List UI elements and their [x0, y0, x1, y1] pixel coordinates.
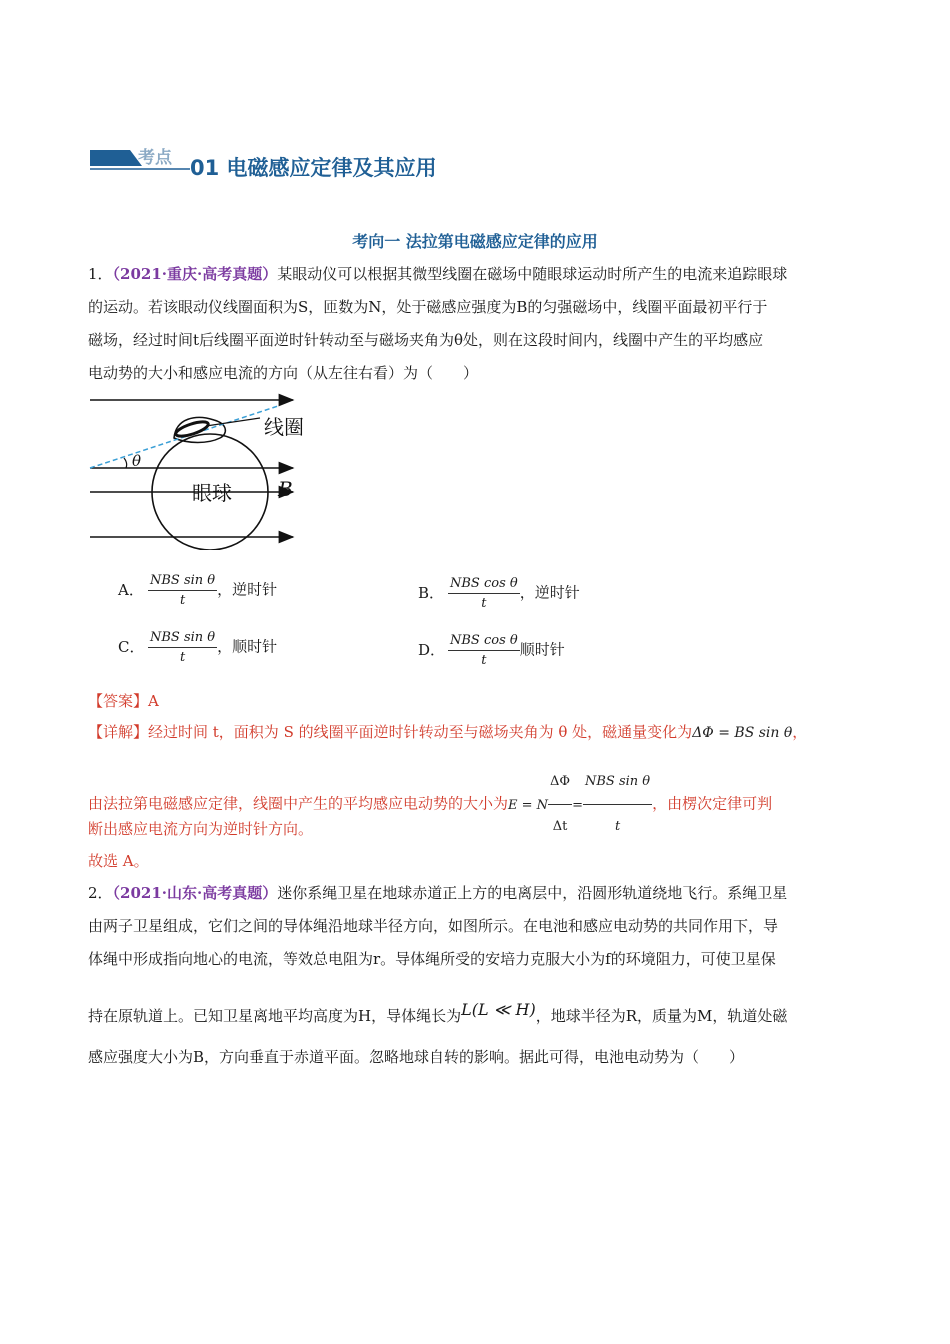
q1-emf-fraction2: [583, 762, 652, 847]
q2-line4: [88, 990, 787, 1036]
q1-emf-equals: =: [572, 797, 583, 813]
q1-emf-fraction1: [548, 762, 572, 847]
q2-text1: 迷你系绳卫星在地球赤道正上方的电离层中，沿圆形轨道绕地飞行。系绳卫星: [277, 884, 788, 902]
q1-line3: 磁场，经过时间t后线圈平面逆时针转动至与磁场夹角为θ处，则在这段时间内，线圈中产生的平均感应: [88, 331, 764, 349]
q1-emf-lhs: E = N: [508, 797, 549, 813]
option-b-numerator: NBS cos θ: [448, 576, 520, 594]
option-c-fraction: [148, 630, 217, 665]
angle-label: θ: [132, 452, 142, 470]
option-b-direction: ，逆时针: [519, 583, 580, 602]
q1-line1: [88, 263, 787, 285]
q2-text4b: ，地球半径为R，质量为M，轨道处磁: [535, 1007, 788, 1025]
option-a-label: A．: [118, 580, 144, 599]
coil-leader-line: [206, 418, 260, 426]
q1-text1: 某眼动仪可以根据其微型线圈在磁场中随眼球运动时所产生的电流来追踪眼球: [277, 265, 788, 283]
q2-line3: 体绳中形成指向地心的电流，等效总电阻为r。导体绳所受的安培力克服大小为f的环境阻力，可使卫星保: [88, 950, 776, 968]
q1-detail-line1: [88, 721, 807, 744]
option-a-denominator: t: [179, 593, 186, 608]
option-c-direction: ，顺时针: [217, 637, 278, 656]
q2-source: （2021·山东·高考真题）: [112, 884, 278, 902]
option-a-numerator: NBS sin θ: [148, 573, 217, 591]
option-d[interactable]: [418, 633, 565, 668]
q1-flux-formula: ΔΦ = BS sin θ: [692, 725, 793, 741]
option-b[interactable]: [418, 576, 580, 611]
q1-conclusion: 故选 A。: [88, 852, 149, 870]
q2-line1: [88, 882, 787, 904]
option-a-fraction: [148, 573, 217, 608]
option-d-direction: 顺时针: [519, 640, 565, 659]
q1-answer: 【答案】A: [88, 692, 159, 710]
q1-emf-f1-den: Δt: [552, 819, 568, 834]
q1-number: 1．: [88, 265, 113, 283]
q1-emf-f2-num: NBS sin θ: [583, 762, 652, 805]
option-c[interactable]: [118, 630, 277, 665]
option-c-denominator: t: [179, 650, 186, 665]
heading-badge: [90, 146, 190, 174]
option-d-numerator: NBS cos θ: [448, 633, 520, 651]
q2-text4a: 持在原轨道上。已知卫星离地平均高度为H，导体绳长为: [88, 1007, 462, 1025]
q2-length-formula: L(L ≪ H): [461, 1000, 536, 1019]
option-c-label: C．: [118, 637, 145, 656]
eye-tracker-figure: [88, 388, 328, 550]
field-label: B: [278, 477, 293, 501]
page-title: 01 电磁感应定律及其应用: [190, 156, 437, 180]
option-b-label: B．: [418, 583, 445, 602]
q1-line2: 的运动。若该眼动仪线圈面积为S，匝数为N，处于磁感应强度为B的匀强磁场中，线圈平面最初平行于: [88, 298, 768, 316]
heading-badge-text: 考点: [138, 148, 172, 168]
coil-shape: [174, 419, 209, 439]
angle-arc: [124, 458, 127, 468]
q1-emf-f1-num: ΔΦ: [548, 762, 572, 805]
section-title: 考向一 法拉第电磁感应定律的应用: [352, 232, 598, 251]
q1-detail1-text: 【详解】经过时间 t，面积为 S 的线圈平面逆时针转动至与磁场夹角为 θ 处，磁通量变化为: [88, 723, 693, 741]
q2-line2: 由两子卫星组成，它们之间的导体绳沿地球半径方向，如图所示。在电池和感应电动势的共同作用下，导: [88, 917, 779, 935]
q2-number: 2．: [88, 884, 113, 902]
q1-emf-f2-den: t: [614, 819, 621, 834]
option-a-direction: ，逆时针: [217, 580, 278, 599]
option-d-denominator: t: [481, 653, 487, 668]
option-b-denominator: t: [481, 596, 487, 611]
option-c-numerator: NBS sin θ: [148, 630, 217, 648]
q1-detail-line3: 断出感应电流方向为逆时针方向。: [88, 820, 314, 838]
q2-line5: 感应强度大小为B，方向垂直于赤道平面。忽略地球自转的影响。据此可得，电池电动势为（ ）: [88, 1048, 745, 1066]
option-a[interactable]: [118, 573, 277, 608]
q1-detail2-text: 由法拉第电磁感应定律，线圈中产生的平均感应电动势的大小为: [88, 794, 509, 813]
q1-source: （2021·重庆·高考真题）: [112, 265, 278, 283]
coil-label: 线圈: [264, 415, 304, 439]
option-d-fraction: [448, 633, 520, 668]
option-d-label: D．: [418, 640, 446, 659]
option-b-fraction: [448, 576, 520, 611]
eye-label: 眼球: [192, 481, 232, 505]
q1-line4: 电动势的大小和感应电流的方向（从左往右看）为（ ）: [88, 364, 479, 382]
q1-detail1-end: ，: [792, 723, 808, 741]
q1-detail2-end: ，由楞次定律可判: [652, 794, 773, 813]
